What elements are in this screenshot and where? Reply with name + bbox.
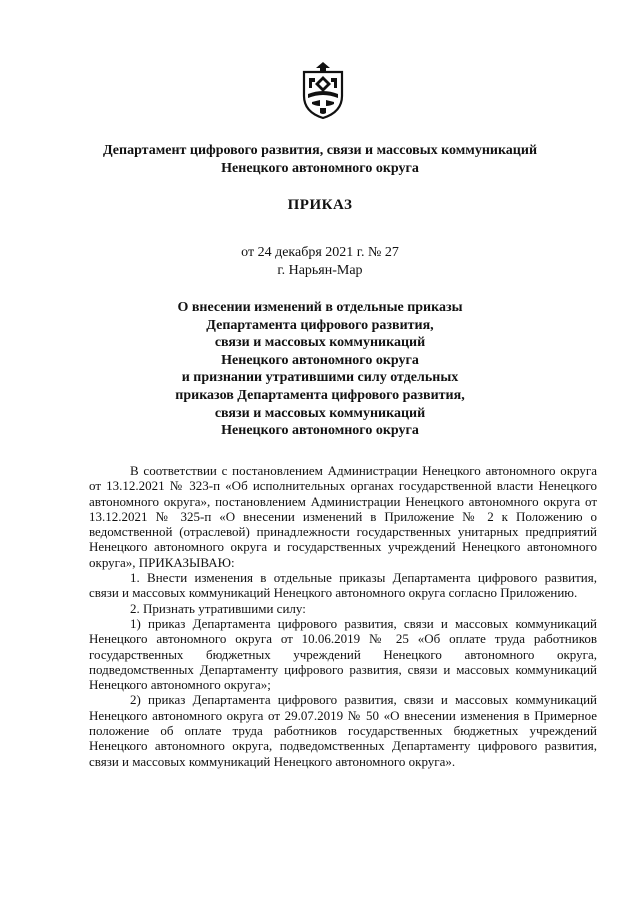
department-name-line1: Департамент цифрового развития, связи и массовых коммуникаций [102,143,538,158]
preamble-paragraph: В соответствии с постановлением Администрации Ненецкого автономного округа от 13.12.2021 № 323-п «Об исполнительных органах государственной власти Ненецкого автономного округа», постановлением Администрации Ненецкого автономного округа от 13.12.2021 № 325-п «О внесении изменений в Приложение № 2 к Положению о ведомственной (отраслевой) принадлежности государственных унитарных предприятий Ненецкого автономного округа и государственных учреждений Ненецкого автономного округа», ПРИКАЗЫВАЮ: [89,463,597,570]
document-subject [0,299,640,440]
document-city: г. Нарьян-Мар [277,263,363,278]
subject-line: и признании утратившими силу отдельных [181,370,459,386]
item-2-2-paragraph: 2) приказ Департамента цифрового развития, связи и массовых коммуникаций Ненецкого автономного округа от 29.07.2019 № 50 «О внесении изменения в Примерное положение об оплате труда работников государственных бюджетных учреждений Ненецкого автономного округа, подведомственных Департаменту цифрового развития, связи и массовых коммуникаций Ненецкого автономного округа». [89,692,597,769]
subject-line: Ненецкого автономного округа [221,352,419,368]
subject-line: Департамента цифрового развития, [206,317,434,333]
document-date-block [0,244,640,280]
subject-line: приказов Департамента цифрового развития, [175,387,465,403]
subject-line: связи и массовых коммуникаций [214,335,426,351]
item-1-paragraph: 1. Внести изменения в отдельные приказы Департамента цифрового развития, связи и массовых коммуникаций Ненецкого автономного округа согласно Приложению. [89,570,597,601]
item-2-1-paragraph: 1) приказ Департамента цифрового развития, связи и массовых коммуникаций Ненецкого автономного округа от 10.06.2019 № 25 «Об оплате труда работников государственных бюджетных учреждений Ненецкого автономного округа, подведомственных Департаменту цифрового развития, связи и массовых коммуникаций Ненецкого автономного округа»; [89,615,597,693]
subject-line: связи и массовых коммуникаций [214,405,426,421]
document-type: ПРИКАЗ [287,197,353,213]
coat-of-arms-emblem [298,60,348,120]
subject-line: О внесении изменений в отдельные приказы [177,300,463,315]
subject-line: Ненецкого автономного округа [221,423,419,439]
department-name [0,142,640,178]
document-date-number: от 24 декабря 2021 г. № 27 [241,245,399,260]
item-2-paragraph: 2. Признать утратившими силу: [130,600,306,616]
department-name-line2: Ненецкого автономного округа [221,161,419,176]
document-body [89,463,597,769]
